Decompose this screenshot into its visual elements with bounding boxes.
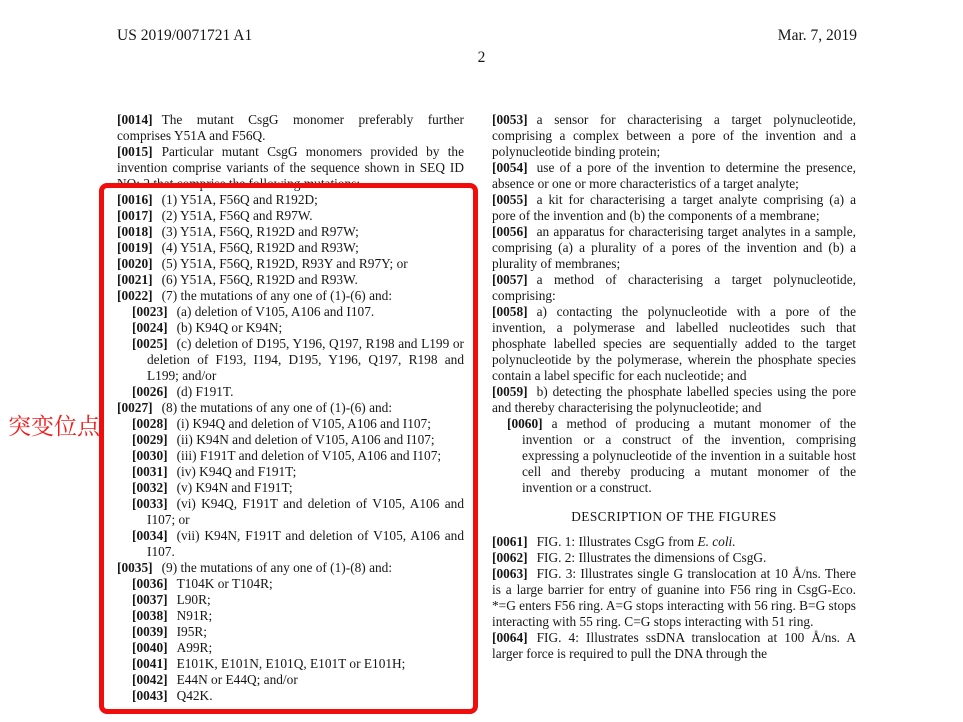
paragraph-number: [0018]	[117, 224, 153, 239]
paragraph-0062: [0062] FIG. 2: Illustrates the dimensions of CsgG.	[492, 550, 767, 565]
paragraph-number: [0027]	[117, 400, 153, 415]
paragraph-number: [0057]	[492, 272, 528, 287]
paragraph-number: [0035]	[117, 560, 153, 575]
paragraph-0064: [0064] FIG. 4: Illustrates ssDNA translocation at 100 Å/ns. A larger force is required to pull the DNA through the	[492, 630, 856, 661]
paragraph-0042: [0042] E44N or E44Q; and/or	[132, 672, 298, 687]
paragraph-number: [0059]	[492, 384, 528, 399]
paragraph-0038: [0038] N91R;	[132, 608, 213, 623]
paragraph-0063: [0063] FIG. 3: Illustrates single G translocation at 10 Å/ns. There is a large barrier for entry of guanine into F56 ring in CsgG-Eco. *=G enters F56 ring. A=G stops interacting with 56 ring. B=G stops interacting with 55 ring. C=G stops interacting with 51 ring.	[492, 566, 856, 629]
paragraph-number: [0053]	[492, 112, 528, 127]
left-column	[117, 112, 464, 704]
paragraph-number: [0026]	[132, 384, 168, 399]
paragraph-0016: [0016] (1) Y51A, F56Q and R192D;	[117, 192, 318, 207]
paragraph-0021: [0021] (6) Y51A, F56Q, R192D and R93W.	[117, 272, 358, 287]
paragraph-0060: [0060] a method of producing a mutant monomer of the invention or a construct of the invention, comprising expressing a polynucleotide of the invention in a suitable host cell and thereby producing a mutant monomer of the invention or a construct.	[507, 416, 856, 495]
paragraph-number: [0025]	[132, 336, 168, 351]
paragraph-0039: [0039] I95R;	[132, 624, 207, 639]
paragraph-0036: [0036] T104K or T104R;	[132, 576, 273, 591]
paragraph-number: [0038]	[132, 608, 168, 623]
paragraph-0029: [0029] (ii) K94N and deletion of V105, A106 and I107;	[132, 432, 435, 447]
paragraph-number: [0064]	[492, 630, 528, 645]
paragraph-number: [0058]	[492, 304, 528, 319]
paragraph-number: [0042]	[132, 672, 168, 687]
right-column-paragraphs	[492, 112, 856, 496]
paragraph-number: [0017]	[117, 208, 153, 223]
paragraph-number: [0063]	[492, 566, 528, 581]
paragraph-0015: [0015] Particular mutant CsgG monomers provided by the invention comprise variants of the sequence shown in SEQ ID NO: 2 that comprise the following mutations:	[117, 144, 464, 191]
paragraph-number: [0033]	[132, 496, 168, 511]
figures-paragraphs	[492, 534, 856, 662]
paragraph-0028: [0028] (i) K94Q and deletion of V105, A106 and I107;	[132, 416, 431, 431]
paragraph-number: [0034]	[132, 528, 168, 543]
paragraph-number: [0062]	[492, 550, 528, 565]
paragraph-0061: [0061] FIG. 1: Illustrates CsgG from E. coli.	[492, 534, 736, 549]
publication-number: US 2019/0071721 A1	[117, 27, 253, 44]
paragraph-0024: [0024] (b) K94Q or K94N;	[132, 320, 283, 335]
paragraph-0037: [0037] L90R;	[132, 592, 211, 607]
paragraph-0019: [0019] (4) Y51A, F56Q, R192D and R93W;	[117, 240, 359, 255]
paragraph-0054: [0054] use of a pore of the invention to determine the presence, absence or one or more characteristics of a target analyte;	[492, 160, 856, 191]
paragraph-number: [0023]	[132, 304, 168, 319]
paragraph-0023: [0023] (a) deletion of V105, A106 and I107.	[132, 304, 375, 319]
paragraph-0032: [0032] (v) K94N and F191T;	[132, 480, 293, 495]
paragraph-number: [0015]	[117, 144, 153, 159]
paragraph-number: [0020]	[117, 256, 153, 271]
paragraph-number: [0028]	[132, 416, 168, 431]
paragraph-number: [0041]	[132, 656, 168, 671]
paragraph-0035: [0035] (9) the mutations of any one of (1)-(8) and:	[117, 560, 393, 575]
right-column	[492, 112, 856, 662]
paragraph-number: [0019]	[117, 240, 153, 255]
paragraph-number: [0056]	[492, 224, 528, 239]
paragraph-number: [0040]	[132, 640, 168, 655]
paragraph-0053: [0053] a sensor for characterising a target polynucleotide, comprising a complex between a pore of the invention and a polynucleotide binding protein;	[492, 112, 856, 159]
paragraph-0022: [0022] (7) the mutations of any one of (1)-(6) and:	[117, 288, 393, 303]
paragraph-0025: [0025] (c) deletion of D195, Y196, Q197, R198 and L199 or deletion of F193, I194, D195, Y196, Q197, R198 and L199; and/or	[132, 336, 464, 383]
paragraph-number: [0037]	[132, 592, 168, 607]
paragraph-number: [0014]	[117, 112, 153, 127]
paragraph-0043: [0043] Q42K.	[132, 688, 213, 703]
paragraph-number: [0055]	[492, 192, 528, 207]
paragraph-0030: [0030] (iii) F191T and deletion of V105, A106 and I107;	[132, 448, 442, 463]
paragraph-number: [0060]	[507, 416, 543, 431]
paragraph-0056: [0056] an apparatus for characterising target analytes in a sample, comprising (a) a plurality of a pores of the invention and (b) a plurality of membranes;	[492, 224, 856, 271]
paragraph-number: [0021]	[117, 272, 153, 287]
paragraph-0033: [0033] (vi) K94Q, F191T and deletion of V105, A106 and I107; or	[132, 496, 464, 527]
paragraph-0026: [0026] (d) F191T.	[132, 384, 234, 399]
paragraph-number: [0024]	[132, 320, 168, 335]
publication-date: Mar. 7, 2019	[777, 27, 857, 44]
paragraph-number: [0054]	[492, 160, 528, 175]
red-annotation-label: 突变位点	[8, 414, 100, 439]
paragraph-number: [0022]	[117, 288, 153, 303]
page-number: 2	[477, 49, 486, 66]
paragraph-0020: [0020] (5) Y51A, F56Q, R192D, R93Y and R97Y; or	[117, 256, 408, 271]
paragraph-number: [0061]	[492, 534, 528, 549]
paragraph-0018: [0018] (3) Y51A, F56Q, R192D and R97W;	[117, 224, 359, 239]
paragraph-0057: [0057] a method of characterising a target polynucleotide, comprising:	[492, 272, 856, 303]
paragraph-0014: [0014] The mutant CsgG monomer preferably further comprises Y51A and F56Q.	[117, 112, 464, 143]
paragraph-0059: [0059] b) detecting the phosphate labelled species using the pore and thereby characterising the polynucleotide; and	[492, 384, 856, 415]
paragraph-0031: [0031] (iv) K94Q and F191T;	[132, 464, 297, 479]
paragraph-0055: [0055] a kit for characterising a target analyte comprising (a) a pore of the invention and (b) the components of a membrane;	[492, 192, 856, 223]
paragraph-0027: [0027] (8) the mutations of any one of (1)-(6) and:	[117, 400, 393, 415]
paragraph-number: [0016]	[117, 192, 153, 207]
paragraph-0058: [0058] a) contacting the polynucleotide with a pore of the invention, a polymerase and labelled nucleotides such that phosphate labelled species are sequentially added to the target polynucleotide by the polymerase, wherein the phosphate species contain a label specific for each nucleotide; and	[492, 304, 856, 383]
paragraph-number: [0031]	[132, 464, 168, 479]
paragraph-0034: [0034] (vii) K94N, F191T and deletion of V105, A106 and I107.	[132, 528, 464, 559]
paragraph-number: [0043]	[132, 688, 168, 703]
paragraph-0041: [0041] E101K, E101N, E101Q, E101T or E101H;	[132, 656, 406, 671]
figures-section-heading: DESCRIPTION OF THE FIGURES	[571, 509, 777, 524]
paragraph-number: [0036]	[132, 576, 168, 591]
paragraph-0040: [0040] A99R;	[132, 640, 213, 655]
paragraph-number: [0029]	[132, 432, 168, 447]
paragraph-number: [0030]	[132, 448, 168, 463]
paragraph-0017: [0017] (2) Y51A, F56Q and R97W.	[117, 208, 313, 223]
italic-text: E. coli.	[697, 534, 736, 549]
paragraph-number: [0039]	[132, 624, 168, 639]
paragraph-number: [0032]	[132, 480, 168, 495]
